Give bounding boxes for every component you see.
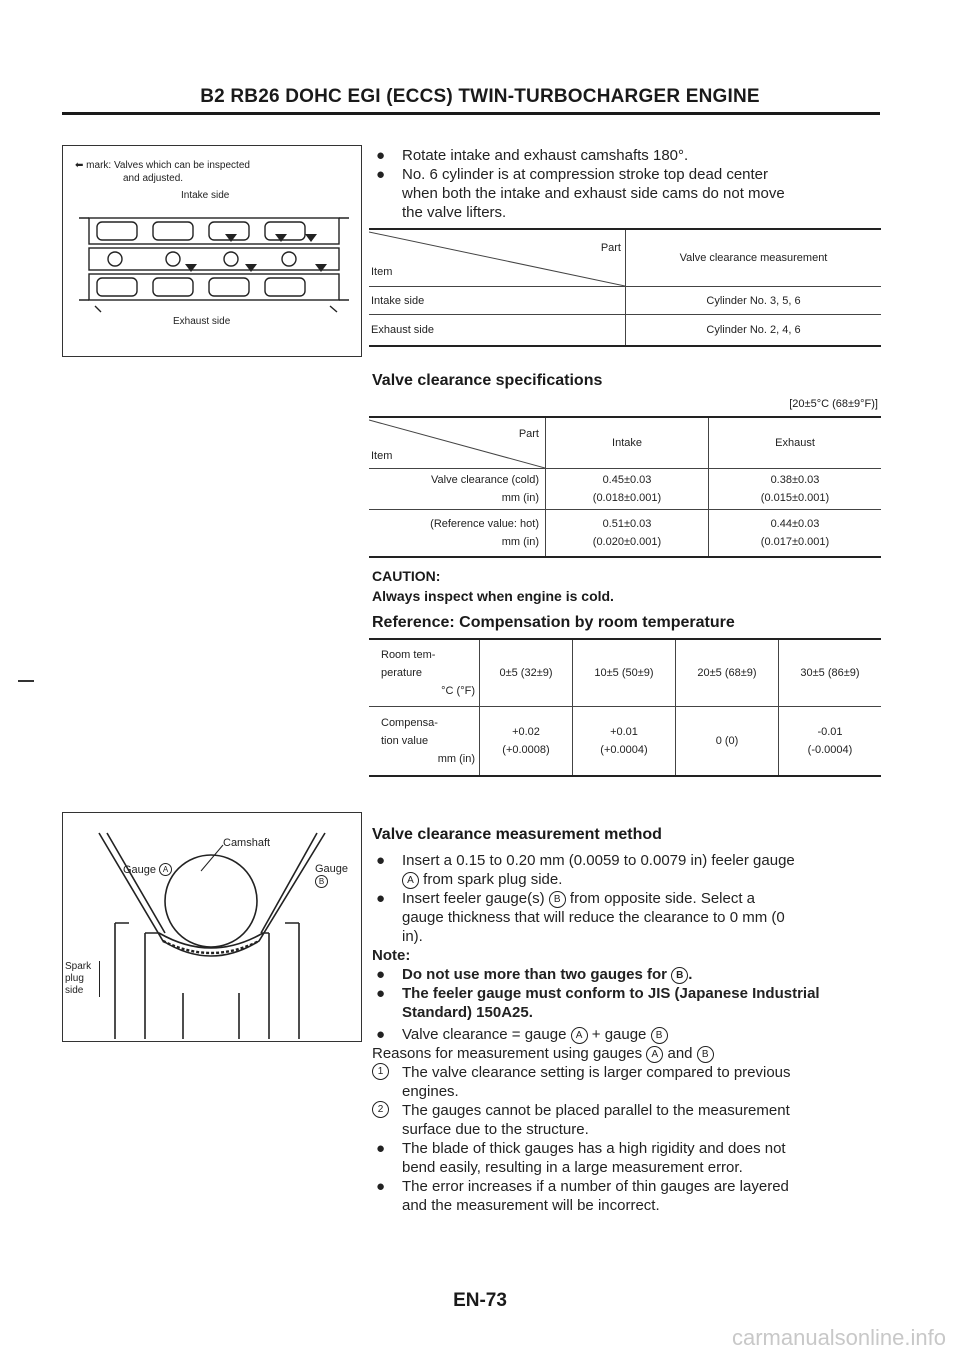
table-cell: 20±5 (68±9) bbox=[676, 639, 779, 707]
cell-value: -0.01 bbox=[817, 726, 843, 738]
spark-plug-side-label bbox=[65, 961, 100, 997]
row-label-line: mm (in) bbox=[437, 753, 475, 765]
bullet-line bbox=[402, 889, 886, 908]
cell-value: +0.01 bbox=[610, 726, 638, 738]
intake-side-label: Intake side bbox=[181, 190, 230, 201]
bullet-text: The blade of thick gauges has a high rigidity and does not bbox=[402, 1140, 786, 1157]
circled-b-icon: B bbox=[549, 891, 566, 908]
bullet-line bbox=[402, 870, 886, 889]
table-cell: 30±5 (86±9) bbox=[779, 639, 882, 707]
cell-value: (0.017±0.001) bbox=[760, 536, 830, 548]
bullet-icon: ● bbox=[376, 890, 386, 907]
row-label bbox=[369, 707, 480, 777]
cell-value: (0.018±0.001) bbox=[592, 492, 662, 504]
bullet-text: from opposite side. Select a bbox=[569, 890, 756, 907]
table-cell bbox=[546, 510, 709, 558]
table-corner bbox=[369, 229, 626, 287]
bullet-item bbox=[372, 889, 886, 946]
intro-bullets bbox=[372, 146, 882, 222]
cell-value: 0.51±0.03 bbox=[602, 518, 652, 530]
figure-note-line1: mark: Valves which can be inspected bbox=[86, 160, 250, 171]
spark-line: Spark bbox=[65, 961, 92, 972]
cell-value: (0.015±0.001) bbox=[760, 492, 830, 504]
bullet-text: gauge thickness that will reduce the clearance to 0 mm (0 bbox=[402, 909, 785, 926]
corner-part: Part bbox=[518, 428, 539, 440]
margin-mark bbox=[18, 680, 34, 682]
cell-value: 0.38±0.03 bbox=[770, 474, 820, 486]
method-title: Valve clearance measurement method bbox=[372, 826, 662, 843]
bullet-text: when both the intake and exhaust side cams do not move bbox=[402, 185, 785, 202]
bullet-item bbox=[372, 1177, 886, 1215]
column-header: Exhaust bbox=[709, 417, 882, 469]
bullet-text: in). bbox=[402, 928, 423, 945]
spark-line: side bbox=[65, 985, 84, 996]
bullet-text: The error increases if a number of thin gauges are layered bbox=[402, 1178, 789, 1195]
bullet-icon: ● bbox=[376, 852, 386, 869]
camshaft-label: Camshaft bbox=[223, 837, 271, 849]
row-label-line: mm (in) bbox=[501, 492, 539, 504]
watermark: carmanualsonline.info bbox=[731, 1325, 946, 1350]
circled-a-icon: A bbox=[571, 1027, 588, 1044]
bullet-icon: ● bbox=[376, 1178, 386, 1195]
row-label bbox=[369, 639, 480, 707]
reasons-text: Reasons for measurement using gauges bbox=[372, 1045, 643, 1062]
cylinder-head-figure bbox=[62, 145, 362, 357]
bullet-item bbox=[372, 1139, 886, 1177]
bullet-text: Do not use more than two gauges for bbox=[402, 966, 668, 983]
bullet-item bbox=[372, 165, 882, 222]
table-cell bbox=[676, 707, 779, 777]
circled-b-icon: B bbox=[671, 967, 688, 984]
bullet-icon: ● bbox=[376, 966, 386, 983]
cell-value: +0.02 bbox=[512, 726, 540, 738]
bullet-text: Rotate intake and exhaust camshafts 180°. bbox=[402, 147, 689, 164]
row-label-line: Room tem- bbox=[381, 649, 436, 661]
figure-note-line2: and adjusted. bbox=[123, 173, 184, 184]
circled-b-icon: B bbox=[315, 875, 328, 888]
feeler-gauge-figure bbox=[62, 812, 362, 1042]
table-cell bbox=[573, 707, 676, 777]
measurement-cylinder-table bbox=[369, 228, 881, 347]
bullet-text: No. 6 cylinder is at compression stroke top dead center bbox=[402, 166, 769, 183]
bullet-text: and the measurement will be incorrect. bbox=[402, 1197, 660, 1214]
corner-diagonal bbox=[369, 230, 625, 286]
reason-text: The gauges cannot be placed parallel to the measurement bbox=[402, 1102, 790, 1119]
method-body bbox=[372, 851, 886, 1215]
bullet-text: The feeler gauge must conform to JIS (Japanese Industrial bbox=[402, 985, 820, 1002]
bullet-item bbox=[372, 851, 886, 889]
cell-value: (-0.0004) bbox=[807, 744, 853, 756]
row-label bbox=[369, 469, 546, 510]
circled-1-icon: 1 bbox=[372, 1063, 389, 1080]
bullet-item: ● Do not use more than two gauges for B . bbox=[376, 966, 693, 983]
reference-title: Reference: Compensation by room temperature bbox=[372, 614, 735, 631]
note-label: Note: bbox=[372, 947, 411, 964]
row-item: Exhaust side bbox=[369, 315, 626, 347]
spark-line: plug bbox=[65, 973, 84, 984]
table-corner bbox=[369, 417, 546, 469]
gauge-a-label bbox=[123, 863, 172, 876]
feeler-gauge-drawing bbox=[63, 813, 361, 1041]
reason-text: surface due to the structure. bbox=[402, 1121, 589, 1138]
bullet-icon: ● bbox=[376, 985, 386, 1002]
corner-diagonal bbox=[369, 418, 545, 468]
reason-item bbox=[372, 1063, 886, 1101]
row-label-line: Compensa- bbox=[381, 717, 438, 729]
bullet-icon: ● bbox=[376, 166, 386, 183]
arrow-mark-icon: ⬅ bbox=[75, 160, 84, 171]
table-cell bbox=[480, 707, 573, 777]
column-header: Intake bbox=[546, 417, 709, 469]
room-temperature-table bbox=[369, 638, 881, 777]
page-number: EN-73 bbox=[453, 1290, 507, 1311]
circled-a-icon: A bbox=[159, 863, 172, 876]
circled-b-icon: B bbox=[651, 1027, 668, 1044]
cell-value: (+0.0004) bbox=[600, 744, 648, 756]
caution-label: CAUTION: bbox=[372, 568, 441, 584]
page-title: B2 RB26 DOHC EGI (ECCS) TWIN-TURBOCHARGER ENGINE bbox=[200, 86, 760, 107]
bullet-text: Valve clearance = gauge bbox=[402, 1026, 567, 1043]
bullet-item bbox=[372, 984, 886, 1022]
gauge-b-label bbox=[315, 863, 348, 888]
circled-a-icon: A bbox=[402, 872, 419, 889]
specs-condition: [20±5°C (68±9°F)] bbox=[789, 398, 878, 410]
circled-b-icon: B bbox=[697, 1046, 714, 1063]
bullet-text: the valve lifters. bbox=[402, 204, 507, 221]
bullet-text: Insert a 0.15 to 0.20 mm (0.0059 to 0.0079 in) feeler gauge bbox=[402, 852, 795, 869]
row-label-line: (Reference value: hot) bbox=[430, 518, 539, 530]
cell-value: (+0.0008) bbox=[502, 744, 550, 756]
specs-title: Valve clearance specifications bbox=[372, 372, 603, 389]
row-value: Cylinder No. 2, 4, 6 bbox=[706, 324, 801, 336]
exhaust-side-label: Exhaust side bbox=[173, 316, 231, 327]
reasons-text: and bbox=[667, 1045, 693, 1062]
gauge-a-text: Gauge bbox=[123, 864, 157, 876]
cell-value: (0.020±0.001) bbox=[592, 536, 662, 548]
row-label-line: mm (in) bbox=[501, 536, 539, 548]
corner-item: Item bbox=[371, 266, 393, 278]
reason-text: engines. bbox=[402, 1083, 459, 1100]
reasons-line bbox=[372, 1044, 886, 1063]
row-value: Cylinder No. 3, 5, 6 bbox=[626, 287, 882, 315]
column-header: Valve clearance measurement bbox=[626, 229, 882, 287]
bullet-text: from spark plug side. bbox=[423, 871, 563, 888]
bullet-icon: ● bbox=[376, 147, 386, 164]
corner-item: Item bbox=[371, 450, 393, 462]
reason-text: The valve clearance setting is larger compared to previous bbox=[402, 1064, 791, 1081]
caution-text: Always inspect when engine is cold. bbox=[372, 588, 614, 604]
gauge-b-text: Gauge bbox=[315, 863, 349, 875]
table-cell bbox=[779, 707, 882, 777]
table-cell bbox=[546, 469, 709, 510]
row-label-line: Valve clearance (cold) bbox=[430, 474, 539, 486]
row-label-line: perature bbox=[381, 667, 422, 679]
bullet-text: Insert feeler gauge(s) bbox=[402, 890, 545, 907]
bullet-icon: ● bbox=[376, 1026, 386, 1043]
bullet-text: Standard) 150A25. bbox=[402, 1004, 533, 1021]
table-cell bbox=[709, 510, 882, 558]
row-label-line: tion value bbox=[381, 735, 429, 747]
row-label-line: °C (°F) bbox=[441, 685, 475, 697]
bullet-item bbox=[372, 1025, 886, 1044]
table-cell: 10±5 (50±9) bbox=[573, 639, 676, 707]
row-item: Intake side bbox=[369, 287, 626, 315]
corner-part: Part bbox=[600, 242, 621, 254]
table-cell bbox=[709, 469, 882, 510]
cylinder-head-drawing bbox=[75, 208, 351, 314]
row-label bbox=[369, 510, 546, 558]
header-rule bbox=[62, 112, 880, 115]
cell-value: 0.44±0.03 bbox=[770, 518, 820, 530]
valve-clearance-table bbox=[369, 416, 881, 558]
bullet-item bbox=[372, 146, 882, 165]
cell-value: 0.45±0.03 bbox=[602, 474, 652, 486]
circled-2-icon: 2 bbox=[372, 1101, 389, 1118]
reason-item bbox=[372, 1101, 886, 1139]
circled-a-icon: A bbox=[646, 1046, 663, 1063]
bullet-text: bend easily, resulting in a large measurement error. bbox=[402, 1159, 743, 1176]
table-cell: 0±5 (32±9) bbox=[480, 639, 573, 707]
bullet-icon: ● bbox=[376, 1140, 386, 1157]
bullet-text: + gauge bbox=[591, 1026, 647, 1043]
cell-value: 0 (0) bbox=[715, 735, 739, 747]
